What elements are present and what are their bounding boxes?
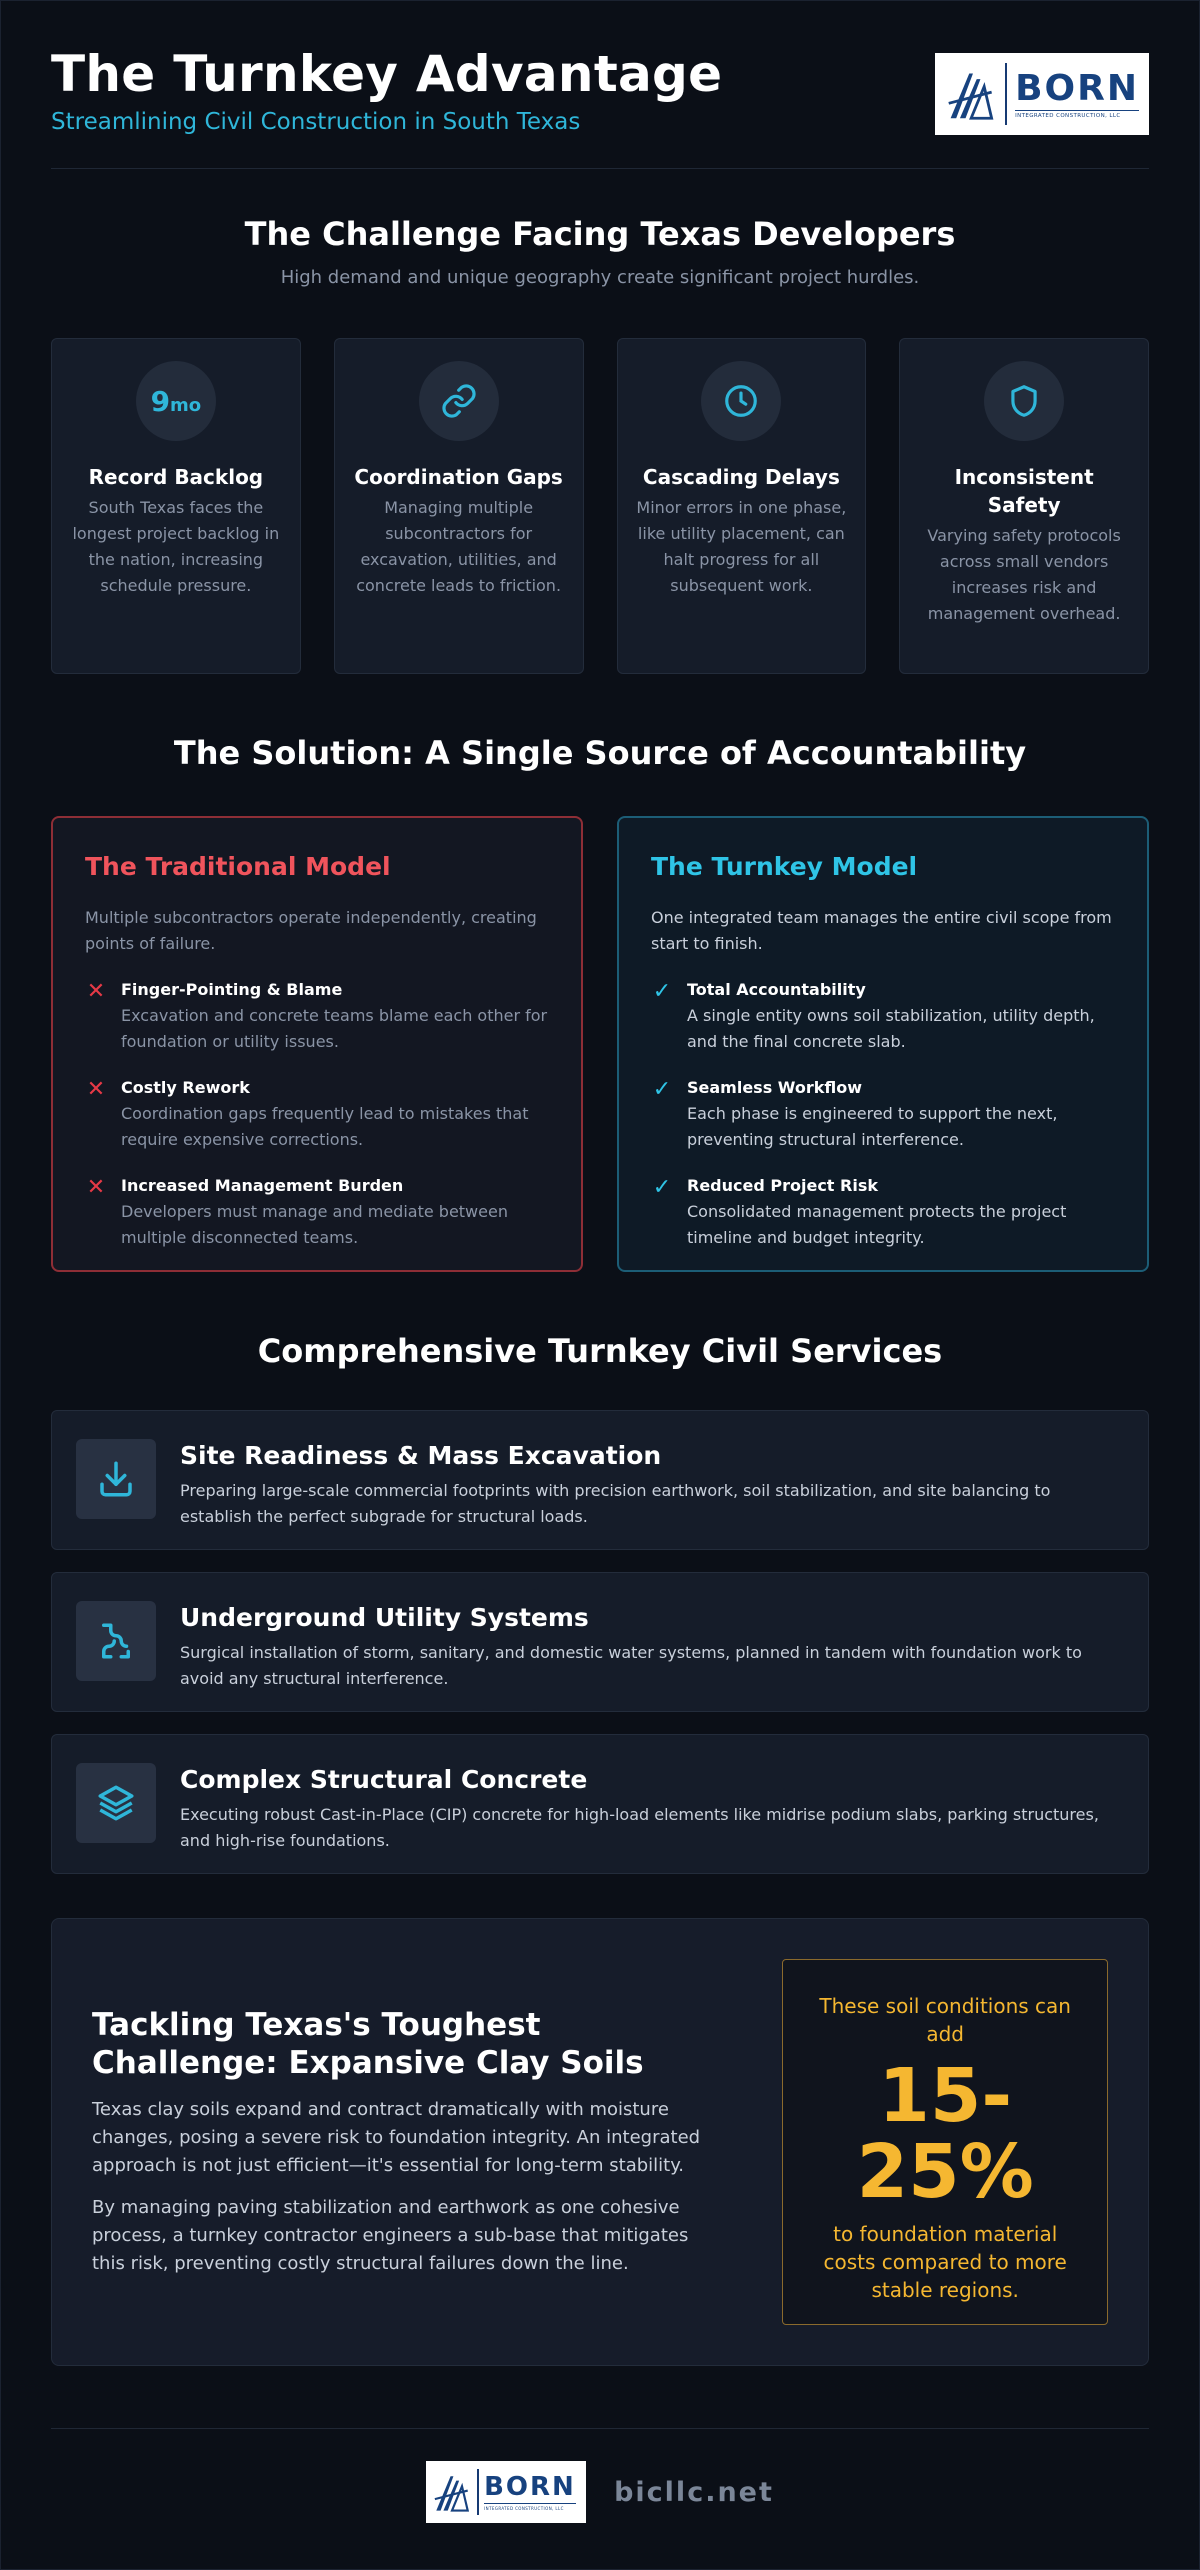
point-text: Coordination gaps frequently lead to mistakes that require expensive corrections.: [121, 1104, 529, 1149]
turnkey-point: [651, 979, 1115, 1055]
point-text: A single entity owns soil stabilization, utility depth, and the final concrete slab.: [687, 1006, 1095, 1051]
point-text: Consolidated management protects the project timeline and budget integrity.: [687, 1202, 1067, 1247]
born-logo-mark-icon: [432, 2470, 472, 2514]
point-title: Total Accountability: [687, 980, 866, 999]
born-logo-mark-icon: [945, 64, 997, 124]
card-text: Minor errors in one phase, like utility placement, can halt progress for all subsequent work.: [636, 498, 847, 595]
soil-title: Tackling Texas's Toughest Challenge: Expansive Clay Soils: [92, 2007, 644, 2081]
card-title: Record Backlog: [88, 465, 264, 489]
page-title: The Turnkey Advantage: [51, 45, 723, 103]
card-text: Varying safety protocols across small vendors increases risk and management overhead.: [927, 526, 1121, 623]
check-icon: ✓: [652, 1175, 672, 1200]
turnkey-point: [651, 1077, 1115, 1153]
icon-9mo-number: 9: [150, 384, 171, 418]
traditional-model-panel: [51, 816, 583, 1272]
footer-logo: [426, 2461, 586, 2523]
challenge-subtitle: High demand and unique geography create significant project hurdles.: [280, 267, 920, 288]
stat-pre-text: These soil conditions can add: [819, 1994, 1071, 2046]
card-title: Coordination Gaps: [354, 465, 563, 489]
download-icon: [76, 1439, 156, 1519]
page-subtitle: Streamlining Civil Construction in South Texas: [51, 109, 581, 135]
solution-section: [51, 674, 1149, 1272]
pipe-icon: [76, 1601, 156, 1681]
logo-tagline: INTEGRATED CONSTRUCTION, LLC: [484, 2503, 576, 2511]
traditional-point: [85, 1175, 549, 1251]
turnkey-model-panel: [617, 816, 1149, 1272]
soil-section: [51, 1918, 1149, 2366]
card-title: Inconsistent Safety: [954, 465, 1094, 517]
service-text: Surgical installation of storm, sanitary, and domestic water systems, planned in tandem with foundation work to avoid any structural interference.: [180, 1643, 1082, 1688]
check-icon: ✓: [652, 1077, 672, 1102]
card-title: Cascading Delays: [642, 465, 840, 489]
traditional-point: [85, 979, 549, 1055]
logo-divider: [477, 2469, 479, 2515]
point-text: Excavation and concrete teams blame each other for foundation or utility issues.: [121, 1006, 548, 1051]
services-title: Comprehensive Turnkey Civil Services: [257, 1332, 943, 1370]
services-section: [51, 1272, 1149, 1874]
logo-tagline: INTEGRATED CONSTRUCTION, LLC: [1015, 110, 1139, 119]
turnkey-model-intro: One integrated team manages the entire civil scope from start to finish.: [651, 908, 1112, 953]
website-link[interactable]: bicllc.net: [614, 2476, 774, 2508]
clock-icon: [701, 361, 781, 441]
service-card-concrete: [51, 1734, 1149, 1874]
service-title: Underground Utility Systems: [180, 1603, 589, 1632]
challenge-card-delays: [617, 338, 867, 674]
turnkey-model-title: The Turnkey Model: [651, 852, 918, 881]
x-icon: ✕: [86, 979, 106, 1004]
point-title: Seamless Workflow: [687, 1078, 863, 1097]
link-icon: [419, 361, 499, 441]
service-text: Executing robust Cast-in-Place (CIP) concrete for high-load elements like midrise podium slabs, parking structures, and high-rise foundations.: [180, 1805, 1099, 1850]
point-title: Finger-Pointing & Blame: [121, 980, 343, 999]
logo-word: BORN: [484, 2472, 576, 2502]
point-title: Increased Management Burden: [121, 1176, 404, 1195]
born-logo: [935, 53, 1149, 135]
card-text: South Texas faces the longest project backlog in the nation, increasing schedule pressure.: [72, 498, 280, 595]
service-text: Preparing large-scale commercial footprints with precision earthwork, soil stabilization, and site balancing to establish the perfect subgrade for structural loads.: [180, 1481, 1051, 1526]
card-text: Managing multiple subcontractors for excavation, utilities, and concrete leads to friction.: [356, 498, 562, 595]
nine-months-icon: [136, 361, 216, 441]
logo-word: BORN: [1015, 67, 1139, 109]
stat-post-text: to foundation material costs compared to more stable regions.: [823, 2222, 1067, 2302]
layers-icon: [76, 1763, 156, 1843]
challenge-section: [51, 169, 1149, 674]
point-title: Reduced Project Risk: [687, 1176, 878, 1195]
point-title: Costly Rework: [121, 1078, 250, 1097]
x-icon: ✕: [86, 1175, 106, 1200]
service-title: Complex Structural Concrete: [180, 1765, 588, 1794]
service-card-utilities: [51, 1572, 1149, 1712]
point-text: Developers must manage and mediate between multiple disconnected teams.: [121, 1202, 508, 1247]
challenge-card-backlog: [51, 338, 301, 674]
point-text: Each phase is engineered to support the next, preventing structural interference.: [687, 1104, 1058, 1149]
service-title: Site Readiness & Mass Excavation: [180, 1441, 662, 1470]
service-card-excavation: [51, 1410, 1149, 1550]
turnkey-point: [651, 1175, 1115, 1251]
solution-title: The Solution: A Single Source of Accountability: [173, 734, 1027, 772]
challenge-card-safety: [899, 338, 1149, 674]
traditional-model-intro: Multiple subcontractors operate independently, creating points of failure.: [85, 908, 537, 953]
traditional-point: [85, 1077, 549, 1153]
soil-paragraph-1: Texas clay soils expand and contract dramatically with moisture changes, posing a severe risk to foundation integrity. An integrated approach is not just efficient—it's essential for long-term stability.: [92, 2099, 701, 2176]
x-icon: ✕: [86, 1077, 106, 1102]
header: [51, 1, 1149, 169]
soil-stat-box: [782, 1959, 1108, 2325]
soil-paragraph-2: By managing paving stabilization and earthwork as one cohesive process, a turnkey contractor engineers a sub-base that mitigates this risk, preventing costly structural failures down the line.: [92, 2197, 689, 2274]
traditional-model-title: The Traditional Model: [85, 852, 391, 881]
challenge-card-coordination: [334, 338, 584, 674]
challenge-title: The Challenge Facing Texas Developers: [244, 215, 956, 253]
stat-value: 15-25%: [856, 2053, 1034, 2215]
icon-9mo-unit: mo: [170, 394, 202, 416]
logo-divider: [1005, 63, 1007, 125]
check-icon: ✓: [652, 979, 672, 1004]
footer: [51, 2428, 1149, 2523]
shield-icon: [984, 361, 1064, 441]
